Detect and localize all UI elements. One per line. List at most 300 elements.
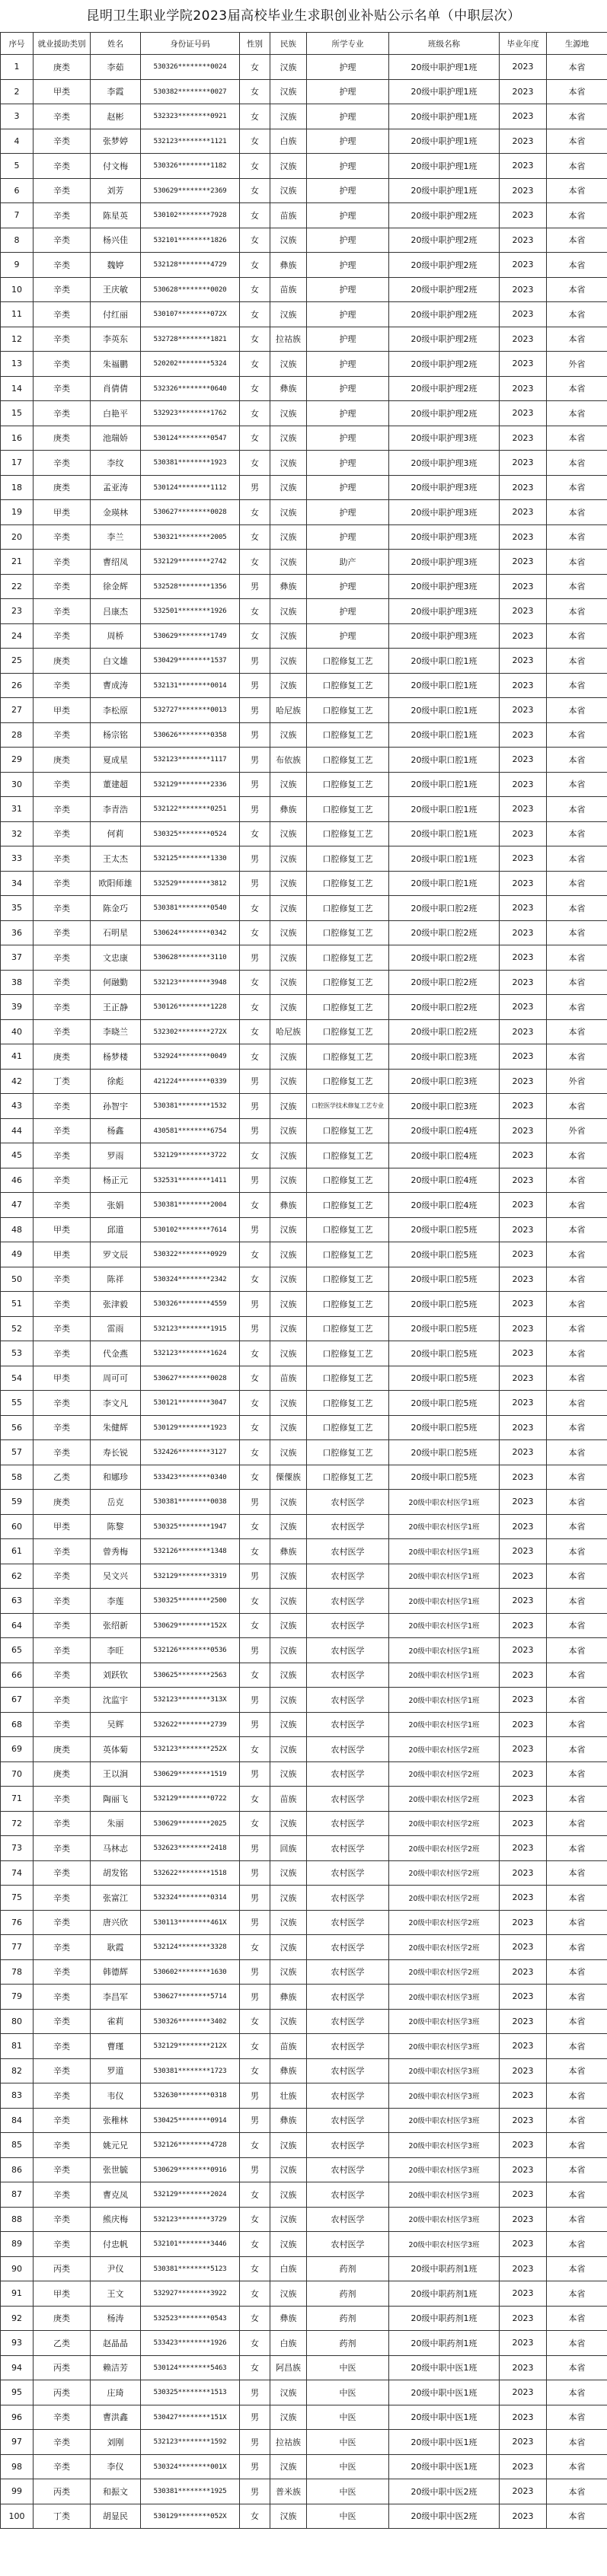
major-cell: 护理 — [307, 599, 389, 624]
seq-cell: 3 — [1, 104, 34, 129]
major-cell: 口腔修复工艺 — [307, 698, 389, 723]
id-number-cell: 532324********0314 — [141, 1886, 240, 1911]
table-row — [1, 2256, 607, 2281]
class-cell: 20级中职农村医学2班 — [389, 1787, 500, 1812]
gender-cell: 女 — [240, 1044, 270, 1070]
grad-year-cell: 2023 — [500, 797, 547, 822]
grad-year-cell: 2023 — [500, 1811, 547, 1836]
class-cell: 20级中职农村医学1班 — [389, 1539, 500, 1564]
grad-year-cell: 2023 — [500, 1935, 547, 1960]
major-cell: 口腔修复工艺 — [307, 1267, 389, 1292]
seq-cell: 83 — [1, 2083, 34, 2109]
seq-cell: 8 — [1, 228, 34, 253]
ethnicity-cell: 彝族 — [270, 2306, 307, 2331]
seq-cell: 66 — [1, 1663, 34, 1688]
origin-cell: 本省 — [547, 2034, 607, 2059]
major-cell: 农村医学 — [307, 1663, 389, 1688]
origin-cell: 本省 — [547, 79, 607, 104]
aid-category-cell: 辛类 — [34, 1193, 91, 1218]
grad-year-cell: 2023 — [500, 1712, 547, 1737]
ethnicity-cell: 汉族 — [270, 1564, 307, 1589]
name-cell: 杨兴佳 — [91, 228, 141, 253]
class-cell: 20级中职农村医学3班 — [389, 2083, 500, 2109]
aid-category-cell: 辛类 — [34, 154, 91, 179]
major-cell: 口腔修复工艺 — [307, 1465, 389, 1490]
name-cell: 付忠帆 — [91, 2232, 141, 2257]
id-number-cell: 530425********0914 — [141, 2108, 240, 2133]
major-cell: 中医 — [307, 2454, 389, 2479]
aid-category-cell: 辛类 — [34, 1959, 91, 1985]
aid-category-cell: 辛类 — [34, 2182, 91, 2208]
id-number-cell: 532123********1915 — [141, 1316, 240, 1341]
table-row — [1, 2207, 607, 2232]
table-row — [1, 2281, 607, 2307]
id-number-cell: 530325********1513 — [141, 2380, 240, 2405]
origin-cell: 本省 — [547, 2380, 607, 2405]
major-cell: 口腔修复工艺 — [307, 1415, 389, 1440]
ethnicity-cell: 彝族 — [270, 253, 307, 278]
name-cell: 肖倩倩 — [91, 376, 141, 401]
id-number-cell: 530129********1923 — [141, 1415, 240, 1440]
table-row — [1, 2405, 607, 2430]
grad-year-cell: 2023 — [500, 79, 547, 104]
table-row — [1, 352, 607, 377]
origin-cell: 本省 — [547, 1935, 607, 1960]
name-cell: 杨鑫 — [91, 1118, 141, 1143]
grad-year-cell: 2023 — [500, 623, 547, 649]
class-cell: 20级中职口腔2班 — [389, 945, 500, 971]
table-row — [1, 550, 607, 575]
class-cell: 20级中职中医2班 — [389, 2479, 500, 2504]
ethnicity-cell: 汉族 — [270, 1959, 307, 1985]
seq-cell: 64 — [1, 1613, 34, 1638]
class-cell: 20级中职口腔1班 — [389, 673, 500, 698]
seq-cell: 97 — [1, 2430, 34, 2455]
aid-category-cell: 辛类 — [34, 1019, 91, 1044]
gender-cell: 男 — [240, 1910, 270, 1935]
ethnicity-cell: 汉族 — [270, 550, 307, 575]
major-cell: 护理 — [307, 129, 389, 154]
seq-cell: 80 — [1, 2009, 34, 2034]
gender-cell: 男 — [240, 1638, 270, 1663]
major-cell: 护理 — [307, 451, 389, 476]
class-cell: 20级中职中医1班 — [389, 2454, 500, 2479]
id-number-cell: 532101********1826 — [141, 228, 240, 253]
seq-cell: 47 — [1, 1193, 34, 1218]
class-cell: 20级中职口腔1班 — [389, 748, 500, 773]
ethnicity-cell: 彝族 — [270, 2108, 307, 2133]
id-number-cell: 532129********2024 — [141, 2182, 240, 2208]
aid-category-cell: 辛类 — [34, 2232, 91, 2257]
origin-cell: 本省 — [547, 1019, 607, 1044]
grad-year-cell: 2023 — [500, 352, 547, 377]
seq-cell: 59 — [1, 1490, 34, 1515]
major-cell: 口腔修复工艺 — [307, 945, 389, 971]
major-cell: 口腔修复工艺 — [307, 846, 389, 872]
grad-year-cell: 2023 — [500, 920, 547, 945]
seq-cell: 70 — [1, 1761, 34, 1787]
name-cell: 吴文兴 — [91, 1564, 141, 1589]
gender-cell: 男 — [240, 871, 270, 896]
ethnicity-cell: 彝族 — [270, 574, 307, 599]
seq-cell: 100 — [1, 2504, 34, 2529]
grad-year-cell: 2023 — [500, 1688, 547, 1713]
gender-cell: 女 — [240, 302, 270, 327]
origin-cell: 本省 — [547, 649, 607, 674]
class-cell: 20级中职护理3班 — [389, 500, 500, 525]
major-cell: 农村医学 — [307, 1712, 389, 1737]
seq-cell: 60 — [1, 1514, 34, 1539]
seq-cell: 27 — [1, 698, 34, 723]
origin-cell: 本省 — [547, 55, 607, 80]
table-row — [1, 2331, 607, 2356]
major-cell: 农村医学 — [307, 2133, 389, 2158]
origin-cell: 本省 — [547, 1168, 607, 1193]
grad-year-cell: 2023 — [500, 451, 547, 476]
table-row — [1, 1613, 607, 1638]
major-cell: 农村医学 — [307, 1860, 389, 1886]
col-header-class: 班级名称 — [389, 33, 500, 55]
origin-cell: 本省 — [547, 1193, 607, 1218]
table-row — [1, 475, 607, 500]
aid-category-cell: 辛类 — [34, 451, 91, 476]
ethnicity-cell: 汉族 — [270, 228, 307, 253]
table-row — [1, 599, 607, 624]
major-cell: 药剂 — [307, 2256, 389, 2281]
gender-cell: 女 — [240, 253, 270, 278]
major-cell: 农村医学 — [307, 1985, 389, 2010]
table-row — [1, 524, 607, 550]
seq-cell: 23 — [1, 599, 34, 624]
seq-cell: 10 — [1, 277, 34, 302]
gender-cell: 女 — [240, 1366, 270, 1391]
origin-cell: 本省 — [547, 475, 607, 500]
name-cell: 李青浩 — [91, 797, 141, 822]
table-row — [1, 1737, 607, 1762]
aid-category-cell: 辛类 — [34, 1440, 91, 1465]
aid-category-cell: 庚类 — [34, 748, 91, 773]
aid-category-cell: 庚类 — [34, 475, 91, 500]
col-header-ethnicity: 民族 — [270, 33, 307, 55]
id-number-cell: 530629********1749 — [141, 623, 240, 649]
seq-cell: 32 — [1, 821, 34, 846]
grad-year-cell: 2023 — [500, 1564, 547, 1589]
origin-cell: 本省 — [547, 228, 607, 253]
major-cell: 护理 — [307, 426, 389, 451]
gender-cell: 男 — [240, 1094, 270, 1119]
origin-cell: 本省 — [547, 2083, 607, 2109]
table-row — [1, 1267, 607, 1292]
table-row — [1, 623, 607, 649]
major-cell: 农村医学 — [307, 1589, 389, 1614]
id-number-cell: 532728********1821 — [141, 327, 240, 352]
class-cell: 20级中职农村医学2班 — [389, 1811, 500, 1836]
name-cell: 徐彪 — [91, 1069, 141, 1094]
origin-cell: 本省 — [547, 1836, 607, 1861]
major-cell: 农村医学 — [307, 1638, 389, 1663]
table-row — [1, 1589, 607, 1614]
gender-cell: 女 — [240, 426, 270, 451]
name-cell: 和娜珍 — [91, 1465, 141, 1490]
ethnicity-cell: 汉族 — [270, 2454, 307, 2479]
ethnicity-cell: 彝族 — [270, 2058, 307, 2083]
grad-year-cell: 2023 — [500, 2182, 547, 2208]
id-number-cell: 530107********072X — [141, 302, 240, 327]
gender-cell: 女 — [240, 352, 270, 377]
major-cell: 农村医学 — [307, 1886, 389, 1911]
aid-category-cell: 辛类 — [34, 1688, 91, 1713]
aid-category-cell: 辛类 — [34, 1787, 91, 1812]
seq-cell: 22 — [1, 574, 34, 599]
gender-cell: 女 — [240, 1341, 270, 1366]
gender-cell: 女 — [240, 2034, 270, 2059]
ethnicity-cell: 汉族 — [270, 673, 307, 698]
major-cell: 护理 — [307, 623, 389, 649]
seq-cell: 49 — [1, 1242, 34, 1267]
id-number-cell: 532131********0014 — [141, 673, 240, 698]
major-cell: 口腔修复工艺 — [307, 1019, 389, 1044]
class-cell: 20级中职药剂1班 — [389, 2306, 500, 2331]
ethnicity-cell: 汉族 — [270, 1440, 307, 1465]
aid-category-cell: 辛类 — [34, 1539, 91, 1564]
class-cell: 20级中职护理2班 — [389, 203, 500, 228]
major-cell: 口腔修复工艺 — [307, 1292, 389, 1317]
grad-year-cell: 2023 — [500, 1514, 547, 1539]
ethnicity-cell: 汉族 — [270, 1292, 307, 1317]
gender-cell: 男 — [240, 1490, 270, 1515]
class-cell: 20级中职农村医学3班 — [389, 2157, 500, 2182]
origin-cell: 本省 — [547, 253, 607, 278]
gender-cell: 女 — [240, 55, 270, 80]
table-row — [1, 2479, 607, 2504]
name-cell: 李茹 — [91, 55, 141, 80]
class-cell: 20级中职药剂1班 — [389, 2281, 500, 2307]
ethnicity-cell: 汉族 — [270, 178, 307, 203]
origin-cell: 本省 — [547, 2182, 607, 2208]
grad-year-cell: 2023 — [500, 426, 547, 451]
ethnicity-cell: 汉族 — [270, 599, 307, 624]
name-cell: 代金燕 — [91, 1341, 141, 1366]
origin-cell: 本省 — [547, 722, 607, 748]
major-cell: 口腔修复工艺 — [307, 821, 389, 846]
major-cell: 农村医学 — [307, 2157, 389, 2182]
id-number-cell: 532129********2336 — [141, 772, 240, 797]
aid-category-cell: 辛类 — [34, 129, 91, 154]
aid-category-cell: 丙类 — [34, 2380, 91, 2405]
table-body — [1, 55, 607, 2529]
major-cell: 农村医学 — [307, 2108, 389, 2133]
grad-year-cell: 2023 — [500, 649, 547, 674]
grad-year-cell: 2023 — [500, 599, 547, 624]
table-row — [1, 1959, 607, 1985]
table-row — [1, 129, 607, 154]
origin-cell: 本省 — [547, 1959, 607, 1985]
gender-cell: 男 — [240, 2083, 270, 2109]
table-row — [1, 772, 607, 797]
grad-year-cell: 2023 — [500, 1341, 547, 1366]
grad-year-cell: 2023 — [500, 2405, 547, 2430]
aid-category-cell: 辛类 — [34, 2133, 91, 2158]
origin-cell: 本省 — [547, 1316, 607, 1341]
major-cell: 中医 — [307, 2355, 389, 2380]
major-cell: 护理 — [307, 203, 389, 228]
class-cell: 20级中职药剂1班 — [389, 2256, 500, 2281]
name-cell: 吴辉 — [91, 1712, 141, 1737]
grad-year-cell: 2023 — [500, 1860, 547, 1886]
name-cell: 夏成星 — [91, 748, 141, 773]
grad-year-cell: 2023 — [500, 945, 547, 971]
name-cell: 何莉 — [91, 821, 141, 846]
grad-year-cell: 2023 — [500, 2355, 547, 2380]
gender-cell: 男 — [240, 1761, 270, 1787]
id-number-cell: 530627********0028 — [141, 1366, 240, 1391]
major-cell: 药剂 — [307, 2281, 389, 2307]
class-cell: 20级中职口腔1班 — [389, 871, 500, 896]
name-cell: 尹仪 — [91, 2256, 141, 2281]
major-cell: 口腔修复工艺 — [307, 871, 389, 896]
major-cell: 农村医学 — [307, 1910, 389, 1935]
origin-cell: 本省 — [547, 673, 607, 698]
class-cell: 20级中职口腔2班 — [389, 970, 500, 995]
gender-cell: 女 — [240, 1143, 270, 1168]
class-cell: 20级中职口腔1班 — [389, 698, 500, 723]
gender-cell: 男 — [240, 1292, 270, 1317]
aid-category-cell: 辛类 — [34, 104, 91, 129]
id-number-cell: 530429********1537 — [141, 649, 240, 674]
ethnicity-cell: 彝族 — [270, 1539, 307, 1564]
seq-cell: 61 — [1, 1539, 34, 1564]
name-cell: 寿长锐 — [91, 1440, 141, 1465]
grad-year-cell: 2023 — [500, 1539, 547, 1564]
aid-category-cell: 辛类 — [34, 1168, 91, 1193]
ethnicity-cell: 苗族 — [270, 2034, 307, 2059]
major-cell: 农村医学 — [307, 1613, 389, 1638]
table-row — [1, 104, 607, 129]
origin-cell: 本省 — [547, 871, 607, 896]
origin-cell: 本省 — [547, 327, 607, 352]
origin-cell: 本省 — [547, 277, 607, 302]
aid-category-cell: 辛类 — [34, 2034, 91, 2059]
seq-cell: 96 — [1, 2405, 34, 2430]
table-row — [1, 55, 607, 80]
seq-cell: 90 — [1, 2256, 34, 2281]
origin-cell: 本省 — [547, 2157, 607, 2182]
aid-category-cell: 辛类 — [34, 2058, 91, 2083]
major-cell: 农村医学 — [307, 1959, 389, 1985]
major-cell: 中医 — [307, 2504, 389, 2529]
gender-cell: 男 — [240, 1985, 270, 2010]
aid-category-cell: 辛类 — [34, 1564, 91, 1589]
id-number-cell: 530627********0028 — [141, 500, 240, 525]
table-row — [1, 203, 607, 228]
grad-year-cell: 2023 — [500, 376, 547, 401]
aid-category-cell: 辛类 — [34, 772, 91, 797]
major-cell: 护理 — [307, 524, 389, 550]
grad-year-cell: 2023 — [500, 228, 547, 253]
aid-category-cell: 丙类 — [34, 2479, 91, 2504]
ethnicity-cell: 汉族 — [270, 970, 307, 995]
aid-category-cell: 辛类 — [34, 2430, 91, 2455]
name-cell: 罗雨 — [91, 1143, 141, 1168]
gender-cell: 女 — [240, 1193, 270, 1218]
table-row — [1, 1638, 607, 1663]
table-row — [1, 1886, 607, 1911]
gender-cell: 女 — [240, 2355, 270, 2380]
name-cell: 陈星英 — [91, 203, 141, 228]
class-cell: 20级中职口腔4班 — [389, 1118, 500, 1143]
aid-category-cell: 甲类 — [34, 1242, 91, 1267]
ethnicity-cell: 汉族 — [270, 1415, 307, 1440]
seq-cell: 14 — [1, 376, 34, 401]
seq-cell: 69 — [1, 1737, 34, 1762]
gender-cell: 男 — [240, 649, 270, 674]
major-cell: 农村医学 — [307, 1787, 389, 1812]
grad-year-cell: 2023 — [500, 1663, 547, 1688]
class-cell: 20级中职护理2班 — [389, 253, 500, 278]
aid-category-cell: 辛类 — [34, 550, 91, 575]
ethnicity-cell: 汉族 — [270, 1514, 307, 1539]
ethnicity-cell: 汉族 — [270, 1589, 307, 1614]
id-number-cell: 532523********0543 — [141, 2306, 240, 2331]
name-cell: 赖洁芳 — [91, 2355, 141, 2380]
seq-cell: 73 — [1, 1836, 34, 1861]
grad-year-cell: 2023 — [500, 277, 547, 302]
aid-category-cell: 辛类 — [34, 821, 91, 846]
major-cell: 药剂 — [307, 2331, 389, 2356]
grad-year-cell: 2023 — [500, 1044, 547, 1070]
grad-year-cell: 2023 — [500, 1737, 547, 1762]
table-row — [1, 1341, 607, 1366]
major-cell: 农村医学 — [307, 2207, 389, 2232]
seq-cell: 46 — [1, 1168, 34, 1193]
table-row — [1, 920, 607, 945]
class-cell: 20级中职护理2班 — [389, 352, 500, 377]
grad-year-cell: 2023 — [500, 772, 547, 797]
class-cell: 20级中职农村医学1班 — [389, 1564, 500, 1589]
grad-year-cell: 2023 — [500, 1440, 547, 1465]
origin-cell: 本省 — [547, 2479, 607, 2504]
table-row — [1, 1391, 607, 1416]
origin-cell: 本省 — [547, 846, 607, 872]
seq-cell: 65 — [1, 1638, 34, 1663]
ethnicity-cell: 汉族 — [270, 2207, 307, 2232]
gender-cell: 男 — [240, 574, 270, 599]
table-row — [1, 1514, 607, 1539]
ethnicity-cell: 拉祜族 — [270, 327, 307, 352]
name-cell: 张富江 — [91, 1886, 141, 1911]
class-cell: 20级中职护理3班 — [389, 524, 500, 550]
class-cell: 20级中职口腔5班 — [389, 1415, 500, 1440]
class-cell: 20级中职口腔1班 — [389, 772, 500, 797]
grad-year-cell: 2023 — [500, 55, 547, 80]
ethnicity-cell: 汉族 — [270, 1935, 307, 1960]
id-number-cell: 530124********0547 — [141, 426, 240, 451]
aid-category-cell: 甲类 — [34, 79, 91, 104]
grad-year-cell: 2023 — [500, 1836, 547, 1861]
gender-cell: 女 — [240, 79, 270, 104]
class-cell: 20级中职口腔5班 — [389, 1391, 500, 1416]
aid-category-cell: 辛类 — [34, 797, 91, 822]
name-cell: 何融勤 — [91, 970, 141, 995]
table-row — [1, 1663, 607, 1688]
table-row — [1, 698, 607, 723]
ethnicity-cell: 回族 — [270, 1836, 307, 1861]
grad-year-cell: 2023 — [500, 1242, 547, 1267]
origin-cell: 本省 — [547, 797, 607, 822]
id-number-cell: 532323********0921 — [141, 104, 240, 129]
aid-category-cell: 辛类 — [34, 228, 91, 253]
ethnicity-cell: 汉族 — [270, 2009, 307, 2034]
